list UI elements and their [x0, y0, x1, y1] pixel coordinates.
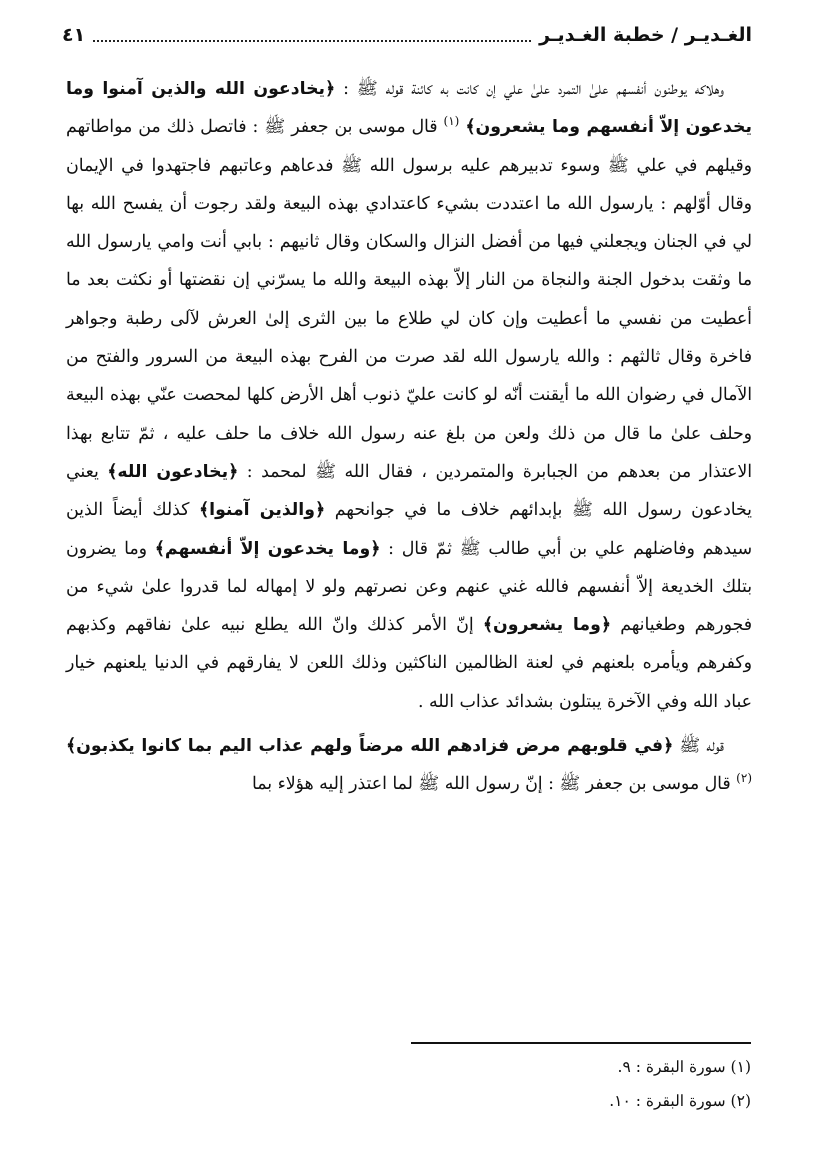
text-run: وهلاكه يوطنون أنفسهم علىٰ التمرد علىٰ علي إن كانت به كائنة قوله ﷺ :	[343, 79, 724, 99]
header-dot-leader	[93, 28, 531, 42]
footnote-ref-1[interactable]: (١)	[443, 114, 460, 129]
quran-quote: ﴿يخادعون الله﴾	[107, 461, 239, 482]
text-run: كذلك أيضاً الذين سيدهم وفاضلهم علي بن أبي طالب ﷺ ثمّ قال :	[66, 500, 752, 559]
quran-quote: ﴿والذين آمنوا﴾	[199, 500, 326, 521]
footnote-2: (٢) سورة البقرة : ١٠.	[609, 1092, 751, 1110]
header-title: الغـديـر / خطبة الغـديـر	[539, 24, 752, 46]
footnote-ref-2[interactable]: (٢)	[736, 771, 752, 786]
body-text	[66, 70, 752, 804]
text-run: إنّ الأمر كذلك وانّ الله يطلع نبيه علىٰ نفاقهم وكذبهم وكفرهم ويأمره بلعنهم في لعنة الظالمين الناكثين وذلك اللعن لا يفارقهم في الدنيا يلعنهم خيار عباد الله وفي الآخرة يبتلون بشدائد عذاب الله .	[66, 615, 752, 712]
paragraph-2	[66, 727, 752, 804]
text-run: قوله ﷺ	[679, 736, 725, 757]
text-run: قال موسى بن جعفر ﷺ : إنّ رسول الله ﷺ لما اعتذر إليه هؤلاء بما	[252, 774, 731, 795]
running-header	[62, 20, 752, 50]
page-number: ٤١	[62, 24, 86, 46]
paragraph-1	[66, 70, 752, 721]
quran-quote: ﴿يخادعون الله والذين آمنوا وما يخدعون إلاّ أنفسهم وما يشعرون﴾	[66, 79, 752, 138]
footnote-1: (١) سورة البقرة : ٩.	[617, 1058, 751, 1076]
footnotes	[65, 1050, 751, 1118]
text-run: وما يضرون بتلك الخديعة إلاّ أنفسهم فالله غني عنهم وعن نصرتهم ولو لا إمهاله لما قدروا علىٰ شيء من فجورهم وطغيانهم	[66, 538, 752, 636]
quran-quote: ﴿في قلوبهم مرض فزادهم الله مرضاً ولهم عذاب اليم بما كانوا يكذبون﴾	[66, 736, 674, 757]
text-run: قال موسى بن جعفر ﷺ : فاتصل ذلك من مواطاتهم وقيلهم في علي ﷺ وسوء تدبيرهم عليه برسول الله ﷺ فدعاهم وعاتبهم فاجتهدوا في الإيمان وقال أوّلهم : يارسول الله ما اعتددت بشيء كاعتدادي بهذه البيعة ولقد رجوت أن يفسح الله بها لي في الجنان ويجعلني فيها من أفضل النزال والسكان وقال ثانيهم : بابي أنت وامي يارسول الله ما وثقت بدخول الجنة والنجاة من النار إلاّ بهذه البيعة والله ما يسرّني إن نقضتها أو نكثت بعد ما أعطيت من نفسي ما أعطيت وإن كان لي طلاع ما بين الثرى إلىٰ العرش لآلى رطبة وجواهر فاخرة وقال ثالثهم : والله يارسول الله لقد صرت من الفرح بهذه البيعة من السرور والفتح من الآمال في رضوان الله ما أيقنت أنّه لو كانت عليّ ذنوب أهل الأرض كلها لمحصت عنّي بهذه البيعة وحلف علىٰ ما قال من ذلك ولعن من بلغ عنه رسول الله خلاف ما حلف عليه ، ثمّ تتابع بهذا الاعتذار من بعدهم من الجبابرة والمتمردين ، فقال الله ﷺ لمحمد :	[66, 117, 753, 482]
footnote-divider	[411, 1042, 751, 1044]
quran-quote: ﴿وما يخدعون إلاّ أنفسهم﴾	[154, 538, 381, 559]
text-run: يعني يخادعون رسول الله ﷺ بإبدائهم خلاف ما في جوانحهم	[66, 461, 752, 521]
quran-quote: ﴿وما يشعرون﴾	[482, 615, 611, 636]
